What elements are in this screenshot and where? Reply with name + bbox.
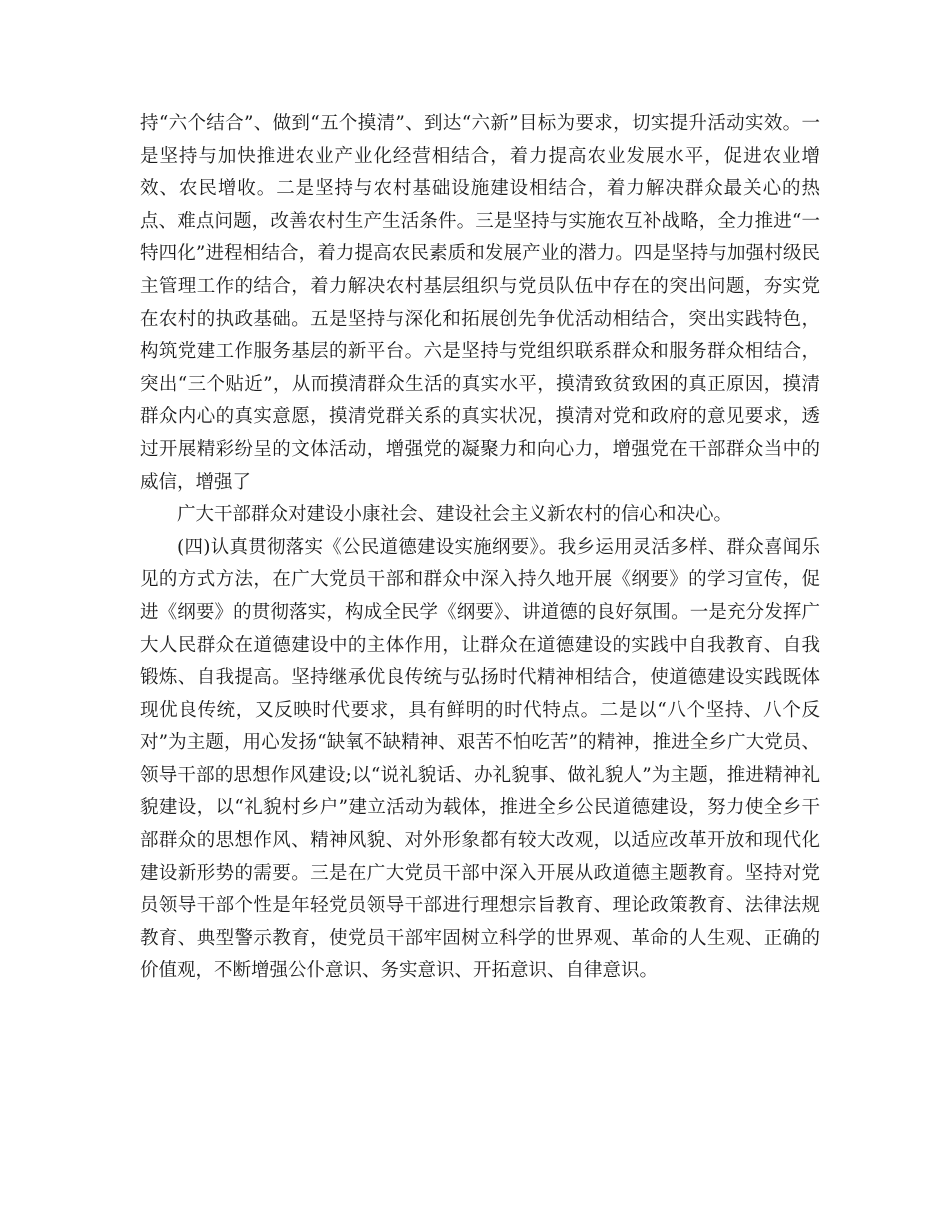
- document-body: [140, 108, 820, 988]
- paragraph-continuation: 持“六个结合”、做到“五个摸清”、到达“六新”目标为要求，切实提升活动实效。一是坚持与加快推进农业产业化经营相结合，着力提高农业发展水平，促进农业增效、农民增收。二是坚持与农村基础设施建设相结合，着力解决群众最关心的热点、难点问题，改善农村生产生活条件。三是坚持与实施农互补战略，全力推进“一特四化”进程相结合，着力提高农民素质和发展产业的潜力。四是坚持与加强村级民主管理工作的结合，着力解决农村基层组织与党员队伍中存在的突出问题，夯实党在农村的执政基础。五是坚持与深化和拓展创先争优活动相结合，突出实践特色，构筑党建工作服务基层的新平台。六是坚持与党组织联系群众和服务群众相结合，突出“三个贴近”，从而摸清群众生活的真实水平，摸清致贫致困的真正原因，摸清群众内心的真实意愿，摸清党群关系的真实状况，摸清对党和政府的意见要求，透过开展精彩纷呈的文体活动，增强党的凝聚力和向心力，增强党在干部群众当中的威信，增强了: [140, 113, 820, 493]
- paragraph-closing-line: 广大干部群众对建设小康社会、建设社会主义新农村的信心和决心。: [177, 504, 733, 526]
- paragraph-section-four: (四)认真贯彻落实《公民道德建设实施纲要》。我乡运用灵活多样、群众喜闻乐见的方式方法，在广大党员干部和群众中深入持久地开展《纲要》的学习宣传，促进《纲要》的贯彻落实，构成全民学《纲要》、讲道德的良好氛围。一是充分发挥广大人民群众在道德建设中的主体作用，让群众在道德建设的实践中自我教育、自我锻炼、自我提高。坚持继承优良传统与弘扬时代精神相结合，使道德建设实践既体现优良传统，又反映时代要求，具有鲜明的时代特点。二是以“八个坚持、八个反对”为主题，用心发扬“缺氧不缺精神、艰苦不怕吃苦”的精神，推进全乡广大党员、领导干部的思想作风建设;以“说礼貌话、办礼貌事、做礼貌人”为主题，推进精神礼貌建设，以“礼貌村乡户”建立活动为载体，推进全乡公民道德建设，努力使全乡干部群众的思想作风、精神风貌、对外形象都有较大改观，以适应改革开放和现代化建设新形势的需要。三是在广大党员干部中深入开展从政道德主题教育。坚持对党员领导干部个性是年轻党员领导干部进行理想宗旨教育、理论政策教育、法律法规教育、典型警示教育，使党员干部牢固树立科学的世界观、革命的人生观、正确的价值观，不断增强公仆意识、务实意识、开拓意识、自律意识。: [140, 536, 820, 982]
